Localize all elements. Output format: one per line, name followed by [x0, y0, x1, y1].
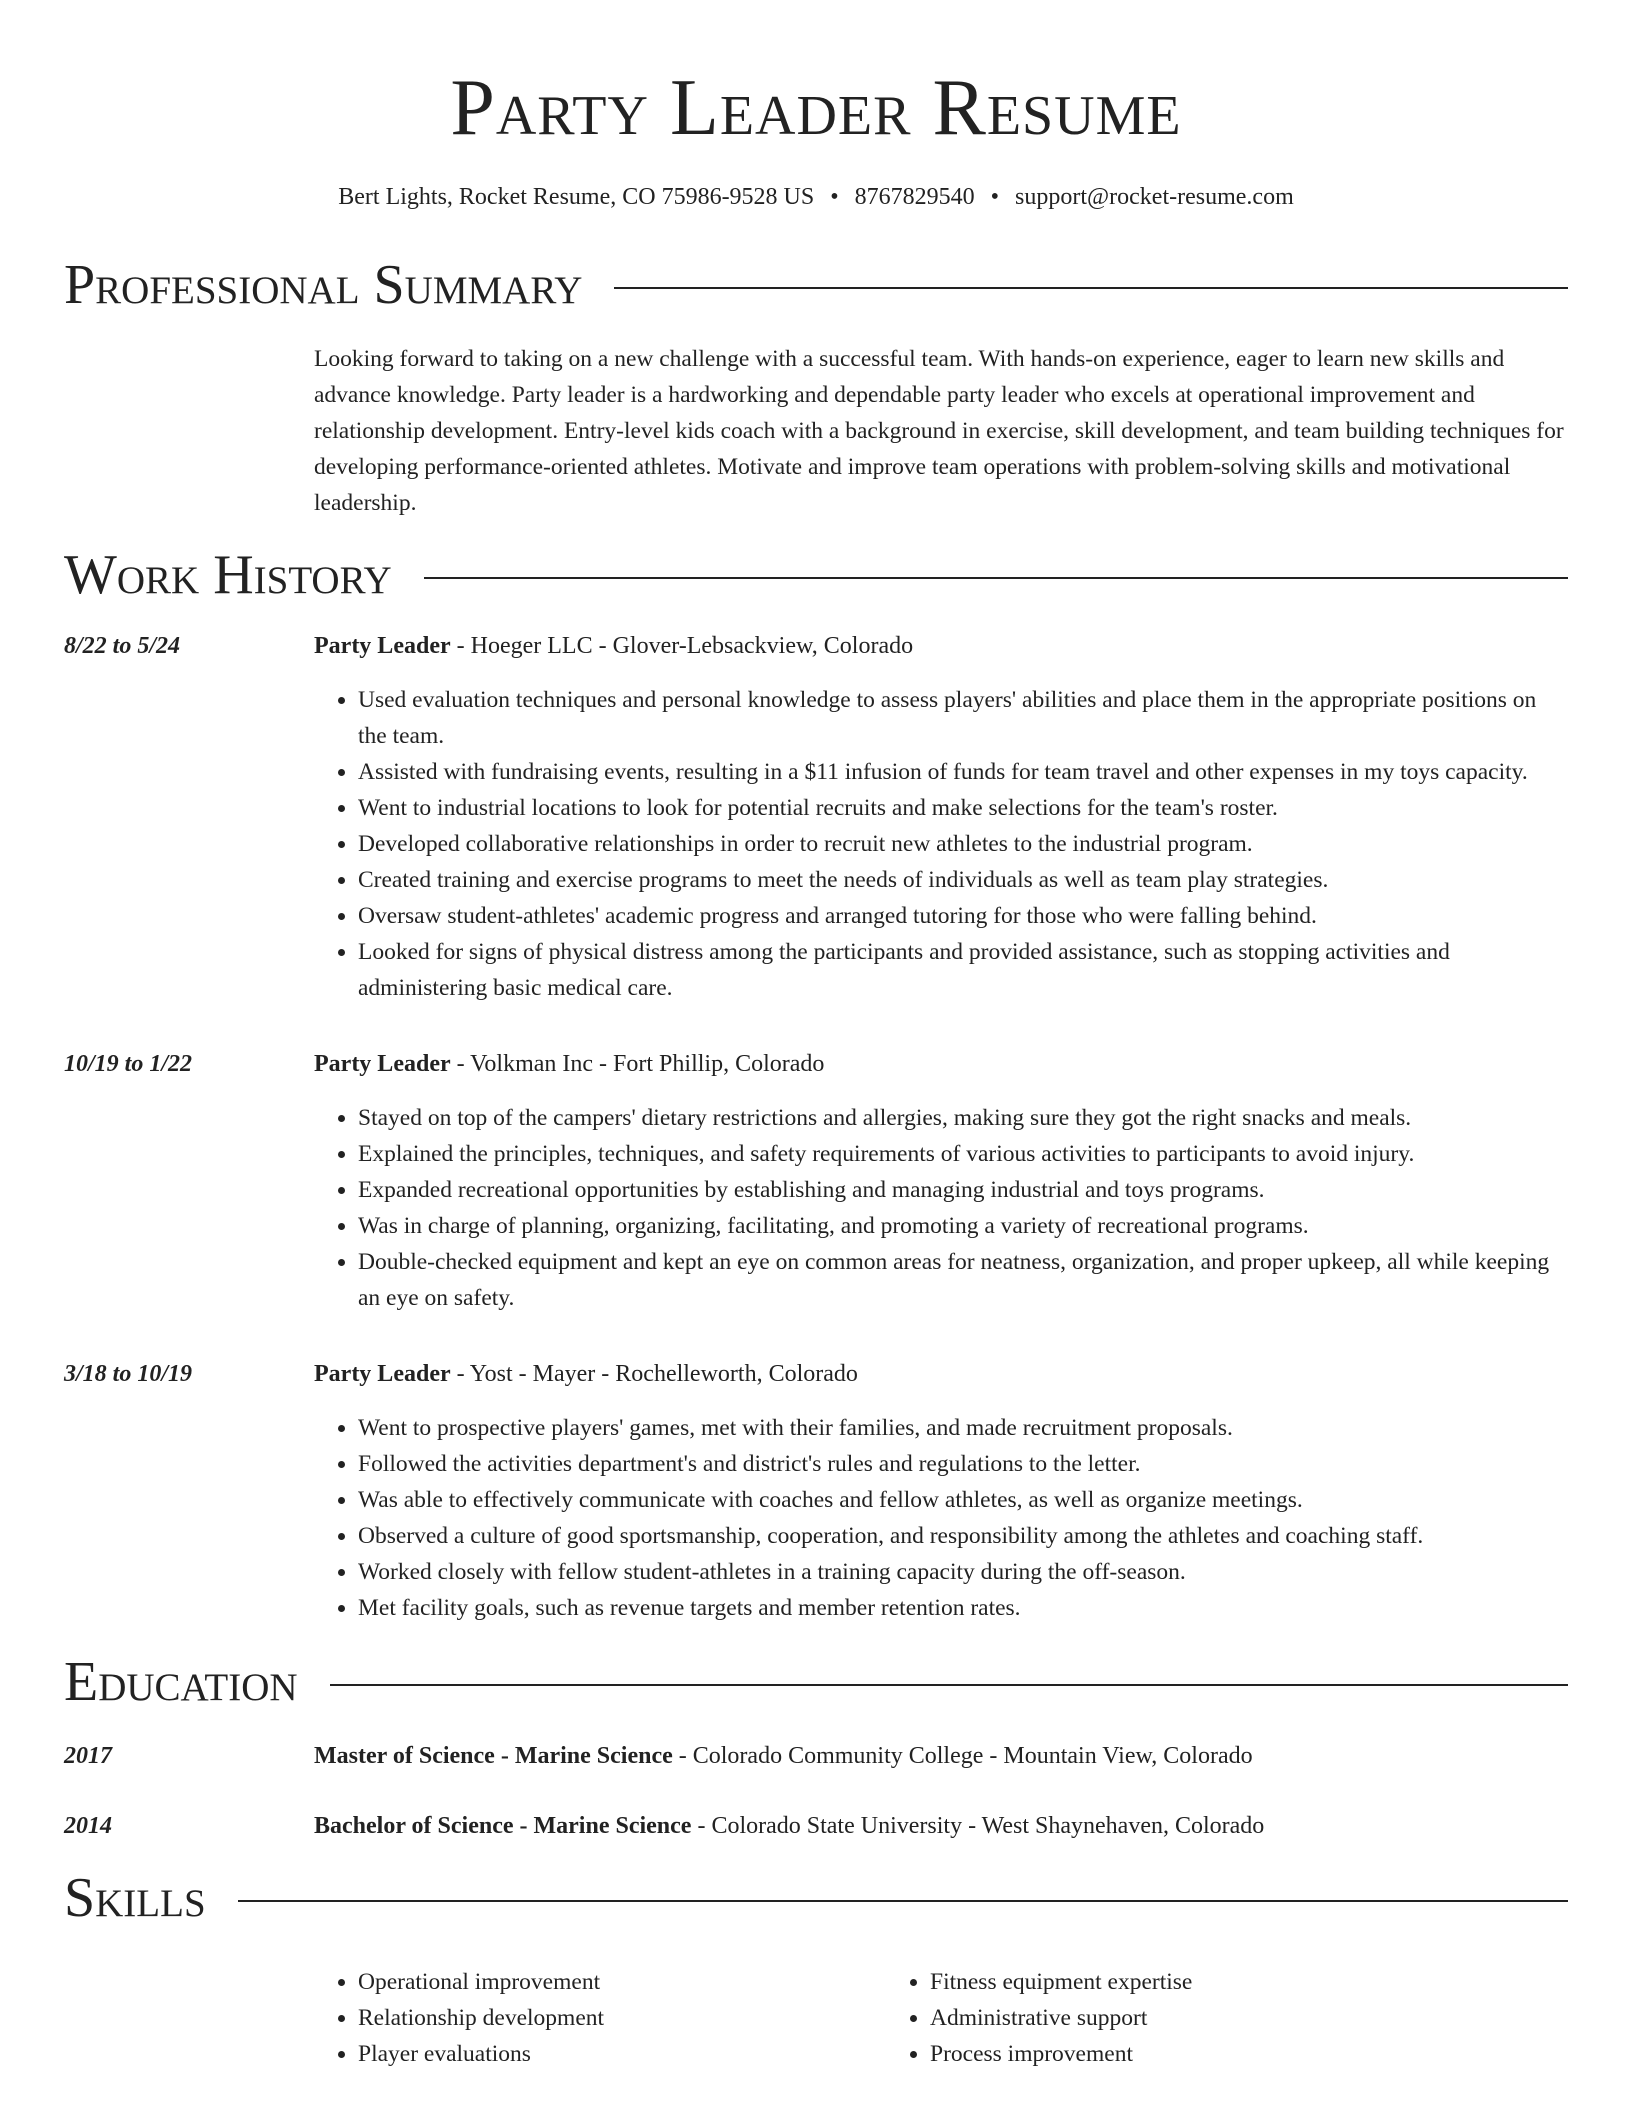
skills-grid: [64, 1964, 1568, 2072]
education-entry: [64, 1738, 1568, 1774]
job-dates: 3/18 to 10/19: [64, 1361, 193, 1388]
list-item: • Met facility goals, such as revenue targets and member retention rates.: [358, 1590, 1568, 1626]
job-title-line: [314, 1356, 1568, 1392]
job-employer: - Yost - Mayer - Rochelleworth, Colorado: [450, 1361, 858, 1388]
skill-item: • Process improvement: [930, 2036, 1458, 2072]
education-year: 2014: [64, 1812, 112, 1839]
list-item: • Was in charge of planning, organizing, facilitating, and promoting a variety of recreational programs.: [358, 1208, 1568, 1244]
contact-separator: •: [830, 184, 839, 210]
work-heading: Work History: [64, 543, 392, 606]
education-body: [314, 1738, 1568, 1774]
skill-item: • Relationship development: [358, 2000, 886, 2036]
education-list: [64, 1738, 1568, 1844]
list-item: • Followed the activities department's and district's rules and regulations to the letter.: [358, 1446, 1568, 1482]
job-dates: 10/19 to 1/22: [64, 1051, 193, 1078]
section-divider: [424, 577, 1568, 579]
skills-column-left: [314, 1964, 886, 2072]
skill-item: • Operational improvement: [358, 1964, 886, 2000]
page-title: Party Leader Resume: [450, 64, 1182, 152]
list-item: • Looked for signs of physical distress among the participants and provided assistance, such as stopping activities and administering basic medical care.: [358, 934, 1568, 1006]
summary-section-header: [64, 255, 1568, 317]
contact-line: [64, 182, 1568, 213]
job-entry: [64, 1356, 1568, 1626]
list-item: • Developed collaborative relationships in order to recruit new athletes to the industrial program.: [358, 826, 1568, 862]
education-heading: Education: [64, 1651, 298, 1714]
job-bullets: [314, 1100, 1568, 1316]
contact-phone: 8767829540: [854, 184, 975, 210]
job-title: Party Leader: [314, 1051, 451, 1078]
education-year: 2017: [64, 1742, 112, 1769]
job-employer: - Volkman Inc - Fort Phillip, Colorado: [450, 1051, 825, 1078]
job-title: Party Leader: [314, 1361, 451, 1388]
education-school: - Colorado Community College - Mountain View, Colorado: [672, 1742, 1253, 1769]
list-item: • Explained the principles, techniques, and safety requirements of various activities to participants to avoid injury.: [358, 1136, 1568, 1172]
list-item: • Assisted with fundraising events, resulting in a $11 infusion of funds for team travel and other expenses in my toys capacity.: [358, 754, 1568, 790]
job-title: Party Leader: [314, 633, 451, 660]
job-bullets: [314, 682, 1568, 1006]
job-entry: [64, 1046, 1568, 1316]
contact-address: Bert Lights, Rocket Resume, CO 75986-9528 US: [338, 184, 815, 210]
list-item: • Used evaluation techniques and personal knowledge to assess players' abilities and place them in the appropriate positions on the team.: [358, 682, 1568, 754]
job-employer: - Hoeger LLC - Glover-Lebsackview, Colorado: [450, 633, 914, 660]
section-divider: [614, 287, 1568, 289]
job-title-line: [314, 628, 1568, 664]
list-item: • Went to prospective players' games, met with their families, and made recruitment proposals.: [358, 1410, 1568, 1446]
list-item: • Expanded recreational opportunities by establishing and managing industrial and toys programs.: [358, 1172, 1568, 1208]
list-item: • Went to industrial locations to look for potential recruits and make selections for the team's roster.: [358, 790, 1568, 826]
list-item: • Created training and exercise programs to meet the needs of individuals as well as team play strategies.: [358, 862, 1568, 898]
job-dates: 8/22 to 5/24: [64, 633, 181, 660]
education-degree: Bachelor of Science - Marine Science: [314, 1812, 692, 1839]
skills-heading: Skills: [64, 1866, 206, 1929]
job-body: [314, 1046, 1568, 1316]
contact-email: support@rocket-resume.com: [1015, 184, 1294, 210]
contact-separator: •: [990, 184, 1000, 210]
section-divider: [238, 1900, 1568, 1902]
education-section-header: [64, 1652, 1568, 1714]
education-entry: [64, 1808, 1568, 1844]
list-item: • Double-checked equipment and kept an eye on common areas for neatness, organization, and proper upkeep, all while keeping an eye on safety.: [358, 1244, 1568, 1316]
skills-section-header: [64, 1868, 1568, 1930]
summary-heading: Professional Summary: [64, 254, 583, 317]
skill-item: • Administrative support: [930, 2000, 1458, 2036]
list-item: • Worked closely with fellow student-athletes in a training capacity during the off-season.: [358, 1554, 1568, 1590]
section-divider: [330, 1684, 1568, 1686]
work-history-list: [64, 628, 1568, 1626]
summary-text: Looking forward to taking on a new challenge with a successful team. With hands-on experience, eager to learn new skills and advance knowledge. Party leader is a hardworking and dependable party leader who excels at operational improvement and relationship development. Entry-level kids coach with a background in exercise, skill development, and team building techniques for developing performance-oriented athletes. Motivate and improve team operations with problem-solving skills and motivational leadership.: [314, 345, 1564, 516]
skill-item: • Fitness equipment expertise: [930, 1964, 1458, 2000]
list-item: • Oversaw student-athletes' academic progress and arranged tutoring for those who were falling behind.: [358, 898, 1568, 934]
job-entry: [64, 628, 1568, 1006]
skills-column-right: [886, 1964, 1458, 2072]
skill-item: • Player evaluations: [358, 2036, 886, 2072]
education-body: [314, 1808, 1568, 1844]
work-section-header: [64, 545, 1568, 607]
job-bullets: [314, 1410, 1568, 1626]
job-body: [314, 628, 1568, 1006]
education-degree: Master of Science - Marine Science: [314, 1742, 673, 1769]
list-item: • Was able to effectively communicate with coaches and fellow athletes, as well as organize meetings.: [358, 1482, 1568, 1518]
job-title-line: [314, 1046, 1568, 1082]
job-body: [314, 1356, 1568, 1626]
list-item: • Observed a culture of good sportsmanship, cooperation, and responsibility among the athletes and coaching staff.: [358, 1518, 1568, 1554]
list-item: • Stayed on top of the campers' dietary restrictions and allergies, making sure they got the right snacks and meals.: [358, 1100, 1568, 1136]
education-school: - Colorado State University - West Shaynehaven, Colorado: [691, 1812, 1265, 1839]
